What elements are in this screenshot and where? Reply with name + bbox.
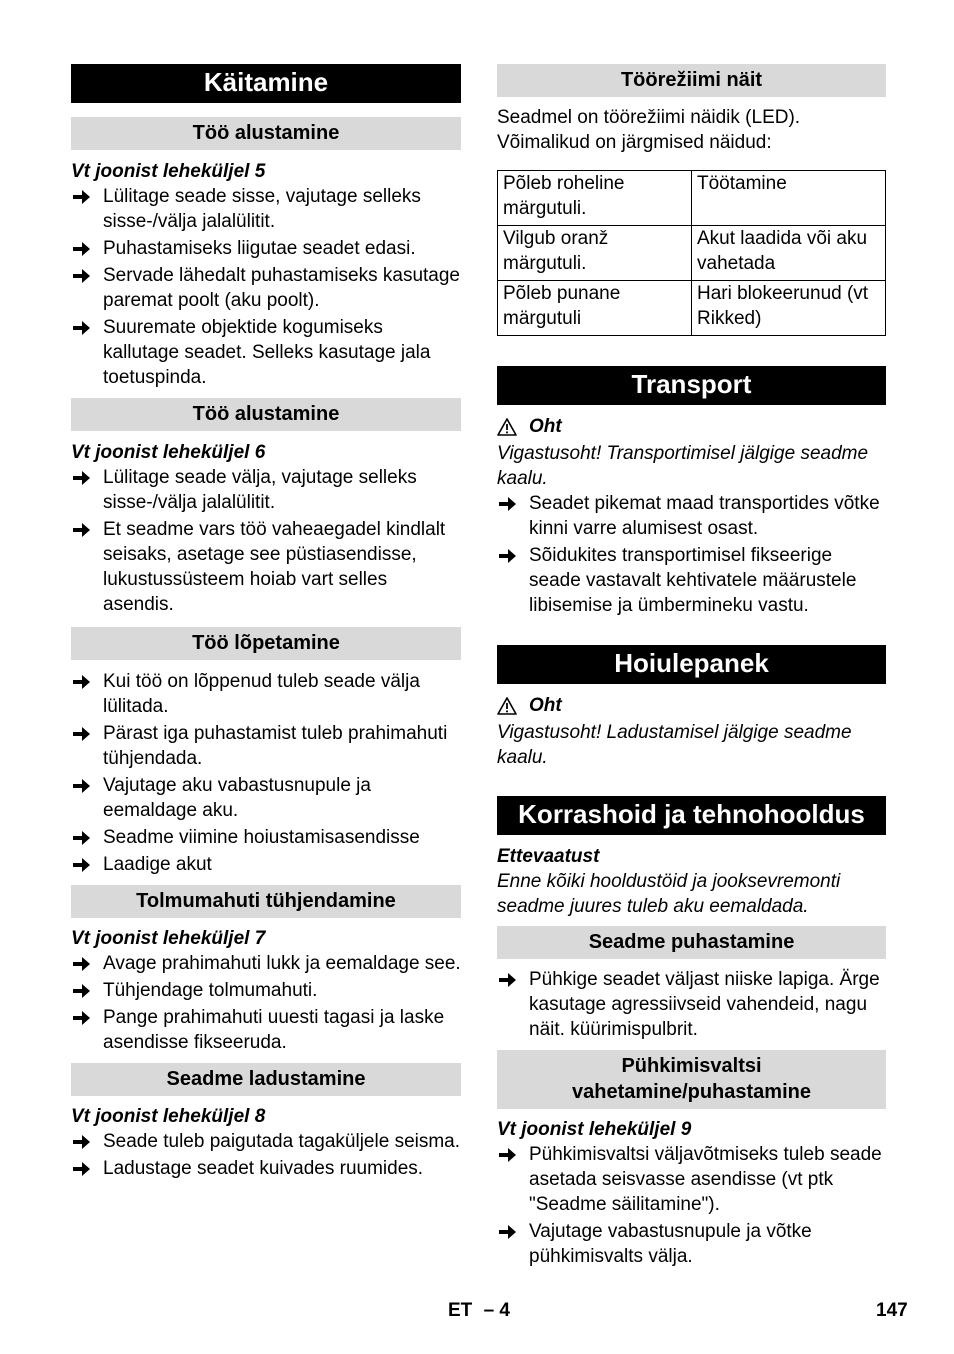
list-item	[71, 517, 461, 617]
list-item	[497, 1142, 886, 1217]
list-item	[71, 1156, 461, 1181]
table-cell: Akut laadida või aku vahetada	[692, 226, 886, 281]
warning-transport	[497, 414, 886, 439]
list-item-text: Kui töö on lõppenud tuleb seade välja lülitada.	[103, 671, 420, 717]
table-cell: Põleb punane märgutuli	[498, 281, 692, 336]
list-item	[71, 184, 461, 234]
table-cell: Töötamine	[692, 171, 886, 226]
list-item-text: Pange prahimahuti uuesti tagasi ja laske asendisse fikseeruda.	[103, 1007, 445, 1053]
table-cell: Vilgub oranž märgutuli.	[498, 226, 692, 281]
list-item-text: Tühjendage tolmumahuti.	[103, 980, 318, 1001]
arrow-right-icon	[73, 1011, 90, 1025]
arrow-right-icon	[73, 471, 90, 485]
list-item	[497, 491, 886, 541]
arrow-right-icon	[499, 1148, 516, 1162]
arrow-right-icon	[73, 1162, 90, 1176]
arrow-right-icon	[73, 190, 90, 204]
warning-label: Oht	[529, 695, 562, 716]
arrow-right-icon	[73, 984, 90, 998]
led-status-table	[497, 170, 886, 336]
table-row	[498, 281, 886, 336]
list-item	[71, 951, 461, 976]
arrow-right-icon	[73, 675, 90, 689]
heading-kaitamine: Käitamine	[71, 64, 461, 103]
arrow-right-icon	[73, 321, 90, 335]
table-cell: Põleb roheline märgutuli.	[498, 171, 692, 226]
section-page: – 4	[483, 1300, 510, 1321]
subheading-tolmumahuti: Tolmumahuti tühjendamine	[71, 885, 461, 918]
list-item-text: Vajutage aku vabastusnupule ja eemaldage aku.	[103, 775, 371, 821]
heading-hoiulepanek: Hoiulepanek	[497, 645, 886, 684]
list-item-text: Pärast iga puhastamist tuleb prahimahuti tühjendada.	[103, 723, 448, 769]
list-item-text: Vajutage vabastusnupule ja võtke pühkimisvalts välja.	[529, 1221, 812, 1267]
arrow-right-icon	[73, 831, 90, 845]
list-item-text: Servade lähedalt puhastamiseks kasutage paremat poolt (aku poolt).	[103, 265, 461, 311]
table-row	[498, 171, 886, 226]
list-item	[71, 236, 461, 261]
list-ladustamine	[71, 1129, 461, 1181]
list-too-alustamine-2	[71, 465, 461, 617]
table-cell: Hari blokeerunud (vt Rikked)	[692, 281, 886, 336]
list-item-text: Lülitage seade välja, vajutage selleks sisse-/välja jalalülitit.	[103, 467, 417, 513]
arrow-right-icon	[73, 727, 90, 741]
list-too-lopetamine	[71, 669, 461, 877]
warning-triangle-icon	[497, 697, 517, 715]
arrow-right-icon	[73, 858, 90, 872]
list-item	[71, 825, 461, 850]
arrow-right-icon	[499, 549, 516, 563]
list-pyhkimisvalts	[497, 1142, 886, 1269]
list-item-text: Lülitage seade sisse, vajutage selleks sisse-/välja jalalülitit.	[103, 186, 421, 232]
arrow-right-icon	[73, 779, 90, 793]
list-item	[497, 543, 886, 618]
figure-ref-6: Vt joonist leheküljel 6	[71, 442, 266, 463]
list-item	[71, 465, 461, 515]
list-item-text: Laadige akut	[103, 854, 212, 875]
figure-ref-7: Vt joonist leheküljel 7	[71, 928, 266, 949]
arrow-right-icon	[73, 269, 90, 283]
list-item-text: Suuremate objektide kogumiseks kallutage seadet. Selleks kasutage jala toetuspinda.	[103, 317, 431, 388]
list-item-text: Pühkimisvaltsi väljavõtmiseks tuleb seade asetada seisvasse asendisse (vt ptk "Seadme säilitamine").	[529, 1144, 882, 1215]
warning-triangle-icon	[497, 418, 517, 436]
warning-storage	[497, 693, 886, 718]
caution-text: Enne kõiki hooldustöid ja jooksevremonti seadme juures tuleb aku eemaldada.	[497, 871, 841, 917]
subheading-too-alustamine-1: Töö alustamine	[71, 117, 461, 150]
left-column	[71, 64, 461, 1183]
list-item-text: Sõidukites transportimisel fikseerige seade vastavalt kehtivatele määrustele libisemise ja ümbermineku vastu.	[529, 545, 857, 616]
subheading-too-lopetamine: Töö lõpetamine	[71, 627, 461, 660]
arrow-right-icon	[499, 497, 516, 511]
subheading-seadme-puhastamine: Seadme puhastamine	[497, 926, 886, 959]
list-item	[71, 1129, 461, 1154]
arrow-right-icon	[73, 242, 90, 256]
subheading-toorezhiimi-nait: Töörežiimi näit	[497, 64, 886, 97]
list-item-text: Seadme viimine hoiustamisasendisse	[103, 827, 420, 848]
subheading-too-alustamine-2: Töö alustamine	[71, 398, 461, 431]
caution-label: Ettevaatust	[497, 846, 600, 867]
footer-language	[448, 1298, 510, 1323]
page-number: 147	[876, 1300, 908, 1321]
arrow-right-icon	[499, 973, 516, 987]
table-row	[498, 226, 886, 281]
list-transport	[497, 491, 886, 618]
list-item	[71, 721, 461, 771]
list-item-text: Seade tuleb paigutada tagaküljele seisma.	[103, 1131, 461, 1152]
warning-label: Oht	[529, 416, 562, 437]
list-item	[71, 852, 461, 877]
subheading-pyhkimisvalts: Pühkimisvaltsi vahetamine/puhastamine	[497, 1050, 886, 1109]
list-item-text: Ladustage seadet kuivades ruumides.	[103, 1158, 424, 1179]
heading-transport: Transport	[497, 366, 886, 405]
arrow-right-icon	[73, 1135, 90, 1149]
list-item-text: Pühkige seadet väljast niiske lapiga. Ärge kasutage agressiivseid vahendeid, nagu näit. küürimispulbrit.	[529, 969, 880, 1040]
warning-text-storage: Vigastusoht! Ladustamisel jälgige seadme kaalu.	[497, 722, 852, 768]
list-puhastamine	[497, 967, 886, 1042]
list-item	[497, 967, 886, 1042]
led-intro: Seadmel on töörežiimi näidik (LED). Võimalikud on järgmised näidud:	[497, 107, 801, 153]
list-item	[71, 978, 461, 1003]
arrow-right-icon	[499, 1225, 516, 1239]
list-item	[71, 263, 461, 313]
list-too-alustamine-1	[71, 184, 461, 390]
figure-ref-5: Vt joonist leheküljel 5	[71, 161, 266, 182]
heading-korrashoid: Korrashoid ja tehnohooldus	[497, 796, 886, 835]
list-item	[71, 315, 461, 390]
figure-ref-9: Vt joonist leheküljel 9	[497, 1119, 692, 1140]
list-item	[71, 773, 461, 823]
list-item	[71, 669, 461, 719]
subheading-ladustamine: Seadme ladustamine	[71, 1063, 461, 1096]
arrow-right-icon	[73, 957, 90, 971]
list-item-text: Puhastamiseks liigutae seadet edasi.	[103, 238, 416, 259]
list-item	[71, 1005, 461, 1055]
list-item	[497, 1219, 886, 1269]
warning-text-transport: Vigastusoht! Transportimisel jälgige seadme kaalu.	[497, 443, 869, 489]
list-item-text: Avage prahimahuti lukk ja eemaldage see.	[103, 953, 461, 974]
list-item-text: Et seadme vars töö vaheaegadel kindlalt seisaks, asetage see püstiasendisse, lukustussüsteem hoiab vart selles asendis.	[103, 519, 446, 615]
right-column	[497, 64, 886, 1271]
figure-ref-8: Vt joonist leheküljel 8	[71, 1106, 266, 1127]
list-item-text: Seadet pikemat maad transportides võtke kinni varre alumisest osast.	[529, 493, 880, 539]
arrow-right-icon	[73, 523, 90, 537]
list-tolmumahuti	[71, 951, 461, 1055]
language-code: ET	[448, 1300, 473, 1321]
